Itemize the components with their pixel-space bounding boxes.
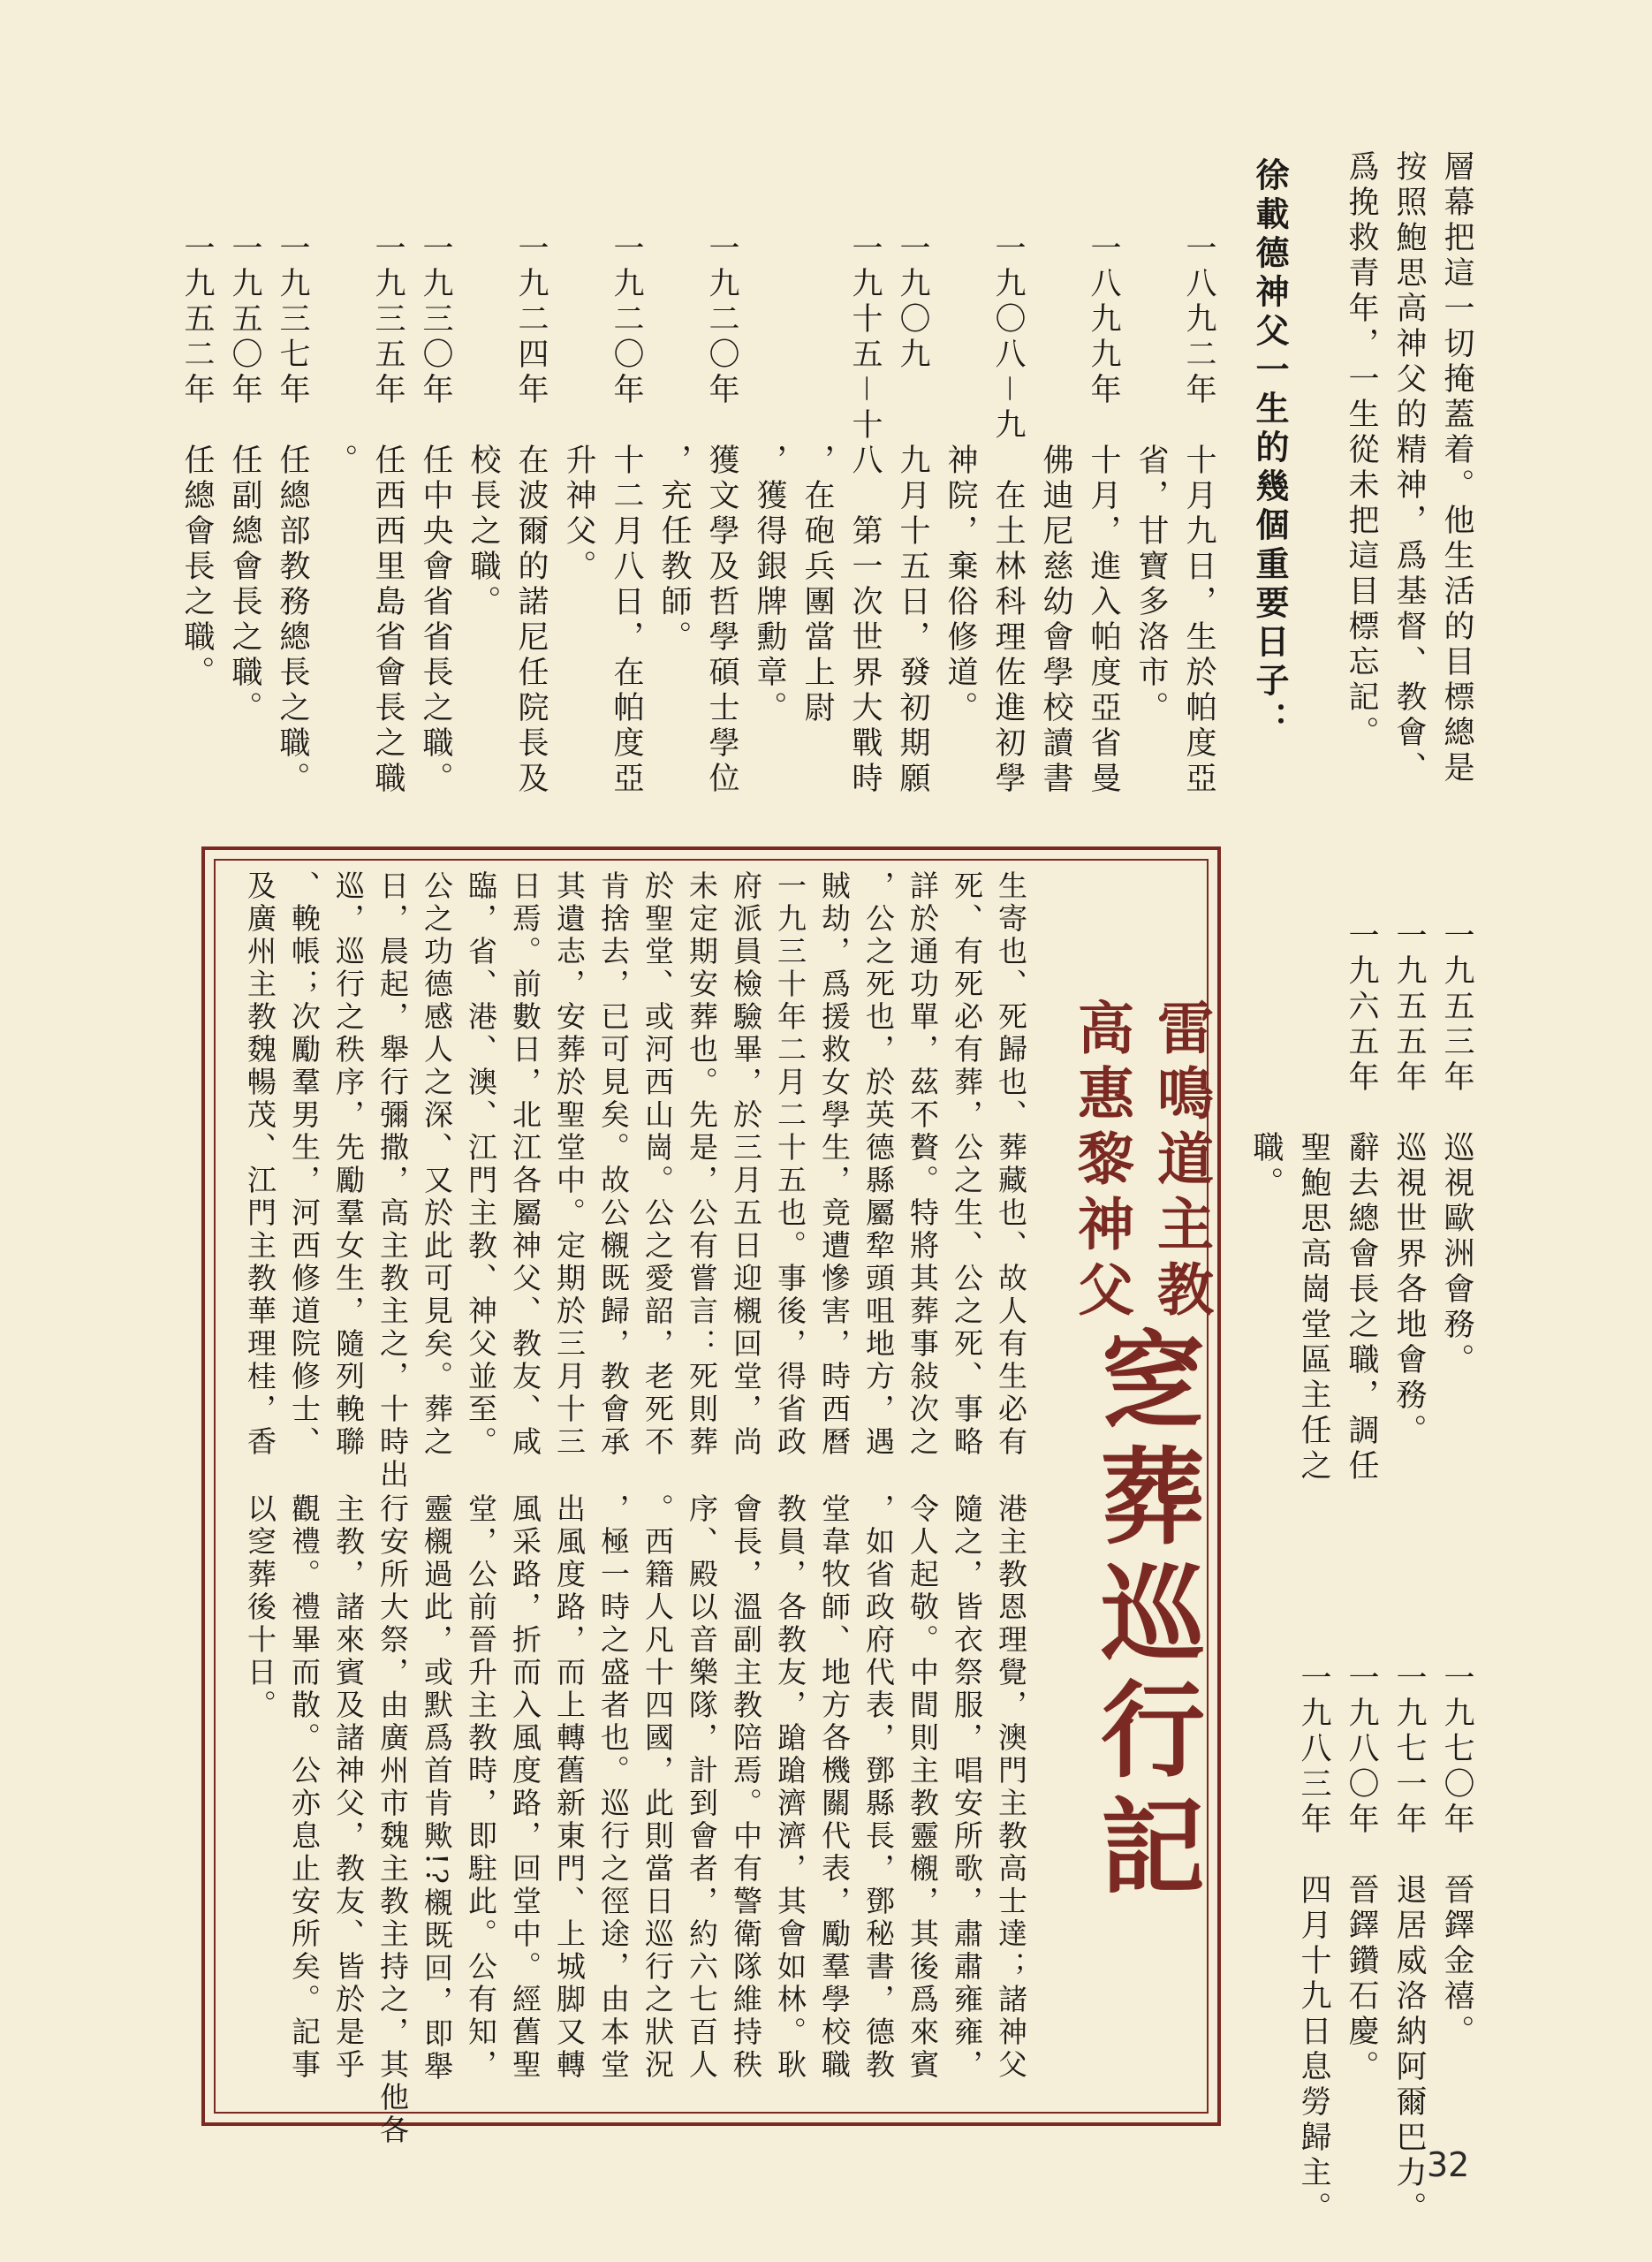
article-line: 主教，諸來賓及諸神父，教友、皆於是乎 bbox=[331, 1493, 366, 2082]
article-line: 日，晨起，舉行彌撒，高主教主之，十時出 bbox=[375, 870, 410, 1492]
timeline-item: 一八九九年 十月，進入帕度亞省曼 bbox=[1086, 232, 1121, 797]
article-line: 令人起敬。中間則主教靈櫬，其後爲來賓 bbox=[906, 1493, 940, 2082]
timeline-item: 一九二〇年 十二月八日，在帕度亞 bbox=[609, 232, 644, 797]
article-line: 以窆葬後十日。 bbox=[243, 1493, 277, 1722]
timeline-heading: 徐載德神父一生的幾個重要日子： bbox=[1250, 157, 1290, 740]
article-line: 公之功德感人之深、又於此可見矣。葬之 bbox=[420, 870, 454, 1459]
article-line: 府派員檢驗畢，於三月五日迎櫬回堂，尚 bbox=[729, 870, 763, 1459]
timeline-item: 升神父。 bbox=[561, 232, 596, 585]
timeline-item: 一九五二年 任總會長之職。 bbox=[179, 232, 215, 691]
timeline-item: 一九七〇年 晉鐸金禧。 bbox=[1439, 1661, 1474, 2050]
timeline-item: 一九〇九 九月十五日，發初期願 bbox=[895, 232, 930, 797]
timeline-item: 一九三〇年 任中央會省省長之職。 bbox=[418, 232, 453, 797]
timeline-item: 一九二四年 在波爾的諾尼任院長及 bbox=[513, 232, 549, 797]
article-line: 港主教恩理覺，澳門主教高士達；諸神父 bbox=[994, 1493, 1028, 2082]
intro-col-2: 按照鮑思高神父的精神，爲基督、教會、 bbox=[1391, 150, 1427, 786]
timeline-item: 一九六五年 辭去總會長之職，調任 bbox=[1344, 919, 1379, 1484]
timeline-item: 一九三七年 任總部教務總長之職。 bbox=[275, 232, 310, 797]
article-line: 生寄也、死歸也、葬藏也、故人有生必有 bbox=[994, 870, 1028, 1459]
article-line: 會長，溫副主教陪焉。中有警衛隊維持秩 bbox=[729, 1493, 763, 2082]
article-line: 一九三十年二月二十五也。事後，得省政 bbox=[773, 870, 807, 1459]
timeline-item: 一九三五年 任西西里島省會長之職 bbox=[370, 232, 405, 797]
article-line: 堂韋牧師、地方各機關代表，勵羣學校職 bbox=[817, 1493, 852, 2082]
article-line: 臨，省、港、澳、江門主教、神父並至。 bbox=[464, 870, 498, 1459]
timeline-item: 神院，棄俗修道。 bbox=[943, 232, 978, 726]
article-line: 詳於通功單，茲不贅。特將其葬事敍次之 bbox=[906, 870, 940, 1459]
timeline-item: 一九五三年 巡視歐洲會務。 bbox=[1439, 919, 1474, 1378]
timeline-item: 聖鮑思高崗堂區主任之 bbox=[1296, 919, 1331, 1484]
timeline-item: ，在砲兵團當上尉 bbox=[799, 232, 835, 726]
article-line: 及廣州主教魏暢茂、江門主教華理桂，香 bbox=[243, 870, 277, 1459]
article-author-1: 雷鳴道主教 bbox=[1148, 998, 1214, 1325]
article-line: 教員，各教友，蹌蹌濟濟，其會如林。耿 bbox=[773, 1493, 807, 2082]
timeline-item: 一九五〇年 任副總會長之職。 bbox=[227, 232, 262, 726]
timeline-item: 一九八〇年 晉鐸鑽石慶。 bbox=[1344, 1661, 1379, 2085]
intro-col-3: 爲挽救青年，一生從未把這目標忘記。 bbox=[1344, 150, 1379, 751]
timeline-item: 。 bbox=[322, 232, 358, 479]
timeline-item: 校長之職。 bbox=[466, 232, 501, 620]
page-number: 32 bbox=[1427, 2145, 1470, 2184]
article-line: 隨之，皆衣祭服，唱安所歌，肅肅雍雍， bbox=[950, 1493, 984, 2082]
timeline-item: 一九十五－十八 第一次世界大戰時 bbox=[847, 232, 883, 798]
article-line: 死、有死必有葬，公之生、公之死、事略 bbox=[950, 870, 984, 1459]
article-line: 行安所大祭，由廣州市魏主教主持之，其他各 bbox=[375, 1493, 410, 2147]
timeline-item: 省，甘寶多洛市。 bbox=[1133, 232, 1169, 726]
article-line: 於聖堂、或河西山崗。公之愛韶，老死不 bbox=[640, 870, 675, 1459]
article-line: 觀禮。禮畢而散。公亦息止安所矣。記事 bbox=[287, 1493, 322, 2082]
article-line: 其遺志，安葬於聖堂中。定期於三月十三 bbox=[552, 870, 587, 1459]
intro-col-1: 層幕把這一切掩蓋着。他生活的目標總是 bbox=[1439, 150, 1474, 786]
article-line: 出風度路，而上轉舊新東門、上城脚又轉 bbox=[552, 1493, 587, 2082]
timeline-item: 一九〇八－九 在土林科理佐進初學 bbox=[990, 232, 1026, 798]
article-line: 肯捨去，已可見矣。故公櫬既歸，教會承 bbox=[596, 870, 631, 1459]
article-line: 未定期安葬也。先是，公有嘗言：死則葬 bbox=[685, 870, 719, 1459]
article-line: 風采路，折而入風度路，回堂中。經舊聖 bbox=[508, 1493, 542, 2082]
timeline-item: ，獲得銀牌勳章。 bbox=[752, 232, 787, 726]
timeline-item: 職。 bbox=[1248, 919, 1284, 1202]
article-line: 靈櫬過此，或默爲首肯歟!?櫬既回，即舉 bbox=[420, 1493, 454, 2084]
article-line: 序、殿以音樂隊，計到會者，約六七百人 bbox=[685, 1493, 719, 2082]
timeline-item: 一八九二年 十月九日，生於帕度亞 bbox=[1181, 232, 1216, 797]
article-line: 日焉。前數日，北江各屬神父、教友、咸 bbox=[508, 870, 542, 1459]
timeline-item: 一九二〇年 獲文學及哲學碩士學位 bbox=[704, 232, 739, 797]
article-line: ，如省政府代表，鄧縣長，鄧秘書，德教 bbox=[861, 1493, 896, 2082]
timeline-item: 一九八三年 四月十九日息勞歸主。 bbox=[1296, 1661, 1331, 2227]
timeline-item: 一九五五年 巡視世界各地會務。 bbox=[1391, 919, 1427, 1449]
article-line: ，公之死也，於英德縣屬犂頭咀地方，遇 bbox=[861, 870, 896, 1459]
article-line: 巡，巡行之秩序，先勵羣女生，隨列輓聯 bbox=[331, 870, 366, 1459]
article-title: 窆葬巡行記 bbox=[1083, 1325, 1206, 1909]
article-line: 、輓帳；次勵羣男生，河西修道院修士、 bbox=[287, 870, 322, 1459]
timeline-item: ，充任教師。 bbox=[656, 232, 692, 656]
article-line: ，極一時之盛者也。巡行之徑途，由本堂 bbox=[596, 1493, 631, 2082]
article-line: 賊劫，爲援救女學生，竟遭慘害，時西曆 bbox=[817, 870, 852, 1459]
timeline-item: 佛迪尼慈幼會學校讀書 bbox=[1038, 232, 1073, 797]
article-author-2: 高惠黎神父 bbox=[1068, 998, 1134, 1325]
article-line: 。西籍人凡十四國，此則當日巡行之狀況 bbox=[640, 1493, 675, 2082]
article-line: 堂，公前晉升主教時，即駐此。公有知， bbox=[464, 1493, 498, 2082]
timeline-item: 一九七一年 退居威洛納阿爾巴力。 bbox=[1391, 1661, 1427, 2227]
